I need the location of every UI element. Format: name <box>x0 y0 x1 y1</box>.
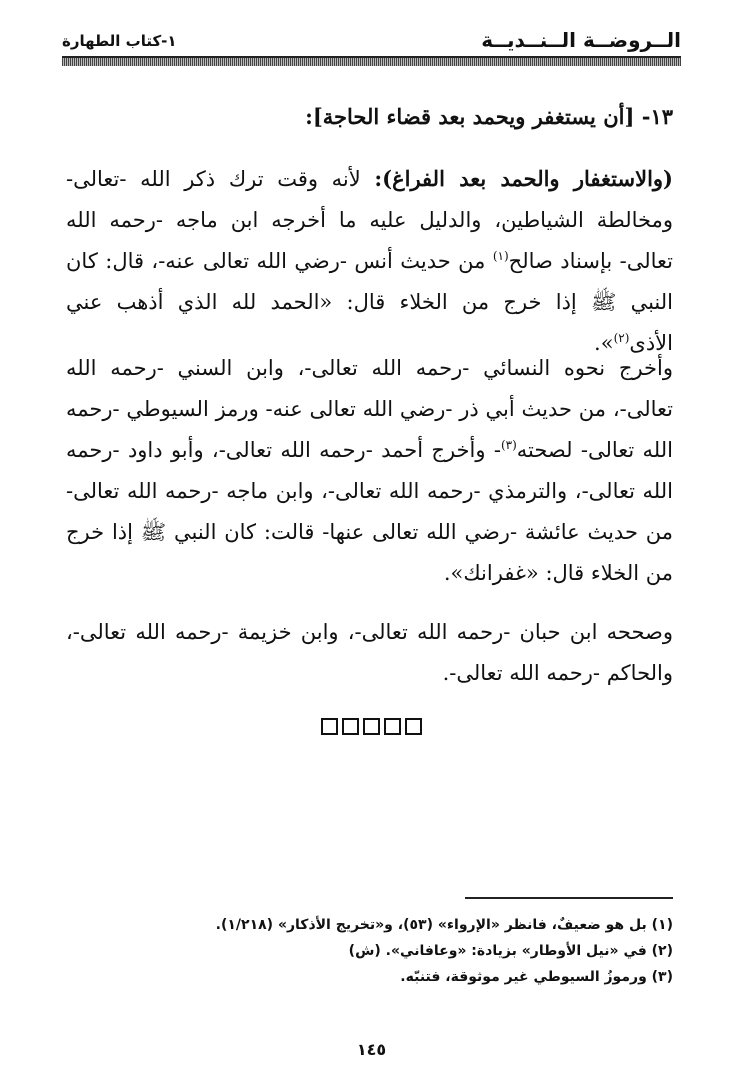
section-heading: ١٣- [أن يستغفر ويحمد بعد قضاء الحاجة]: <box>305 104 673 129</box>
paragraph-text: ». <box>594 331 614 355</box>
footnote-1: (١) بل هو ضعيفٌ، فانظر «الإرواء» (٥٣)، و«تخريج الأذكار» (١/٢١٨). <box>215 917 673 933</box>
paragraph-2 <box>66 348 673 594</box>
section-separator <box>0 716 743 735</box>
paragraph-text: وأخرج نحوه النسائي -رحمه الله تعالى-، وابن السني -رحمه الله تعالى-، من حديث أبي ذر -رضي الله تعالى عنه- ورمز السيوطي -رحمه الله تعالى- لصحته <box>66 356 673 462</box>
separator-box <box>342 718 359 735</box>
separator-box <box>405 718 422 735</box>
separator-box <box>321 718 338 735</box>
paragraph-3: وصححه ابن حبان -رحمه الله تعالى-، وابن خزيمة -رحمه الله تعالى-، والحاكم -رحمه الله تعالى-. <box>66 620 673 685</box>
footnote-ref[interactable]: (٣) <box>500 438 517 452</box>
paragraph-text: لأنه وقت ترك ذكر الله -تعالى- ومخالطة الشياطين، والدليل عليه ما أخرجه ابن ماجه -رحمه الله تعالى- بإسناد صالح <box>66 167 673 273</box>
page-number: ١٤٥ <box>356 1040 387 1059</box>
book-title: الــروضــة الــنــديــة <box>481 28 681 52</box>
running-header <box>62 24 681 54</box>
paragraph-lead: (والاستغفار والحمد بعد الفراغ): <box>374 166 673 191</box>
footnotes <box>66 912 673 990</box>
separator-box <box>363 718 380 735</box>
footnote-ref[interactable]: (٢) <box>613 331 630 345</box>
chapter-title: ١-كتاب الطهارة <box>62 32 177 50</box>
footnote-ref[interactable]: (١) <box>492 249 509 263</box>
footnote-rule <box>465 897 673 899</box>
footnote-3: (٣) ورموزُ السيوطي غير موثوقة، فتنبّه. <box>400 969 673 985</box>
header-rule-pattern <box>62 58 681 66</box>
paragraph-text: من حديث أنس -رضي الله تعالى عنه-، قال: كان النبي ﷺ إذا خرج من الخلاء قال: «الحمد لله الذي أذهب عني الأذى <box>66 249 673 355</box>
separator-box <box>384 718 401 735</box>
paragraph-1 <box>66 158 673 364</box>
footnote-2: (٢) في «نيل الأوطار» بزيادة: «وعافاني». (ش) <box>348 943 673 959</box>
paragraph-text: - وأخرج أحمد -رحمه الله تعالى-، وأبو داود -رحمه الله تعالى-، والترمذي -رحمه الله تعالى-، وابن ماجه -رحمه الله تعالى- من حديث عائشة -رضي الله تعالى عنها- قالت: كان النبي ﷺ إذا خرج من الخلاء قال: «غفرانك». <box>66 438 673 585</box>
